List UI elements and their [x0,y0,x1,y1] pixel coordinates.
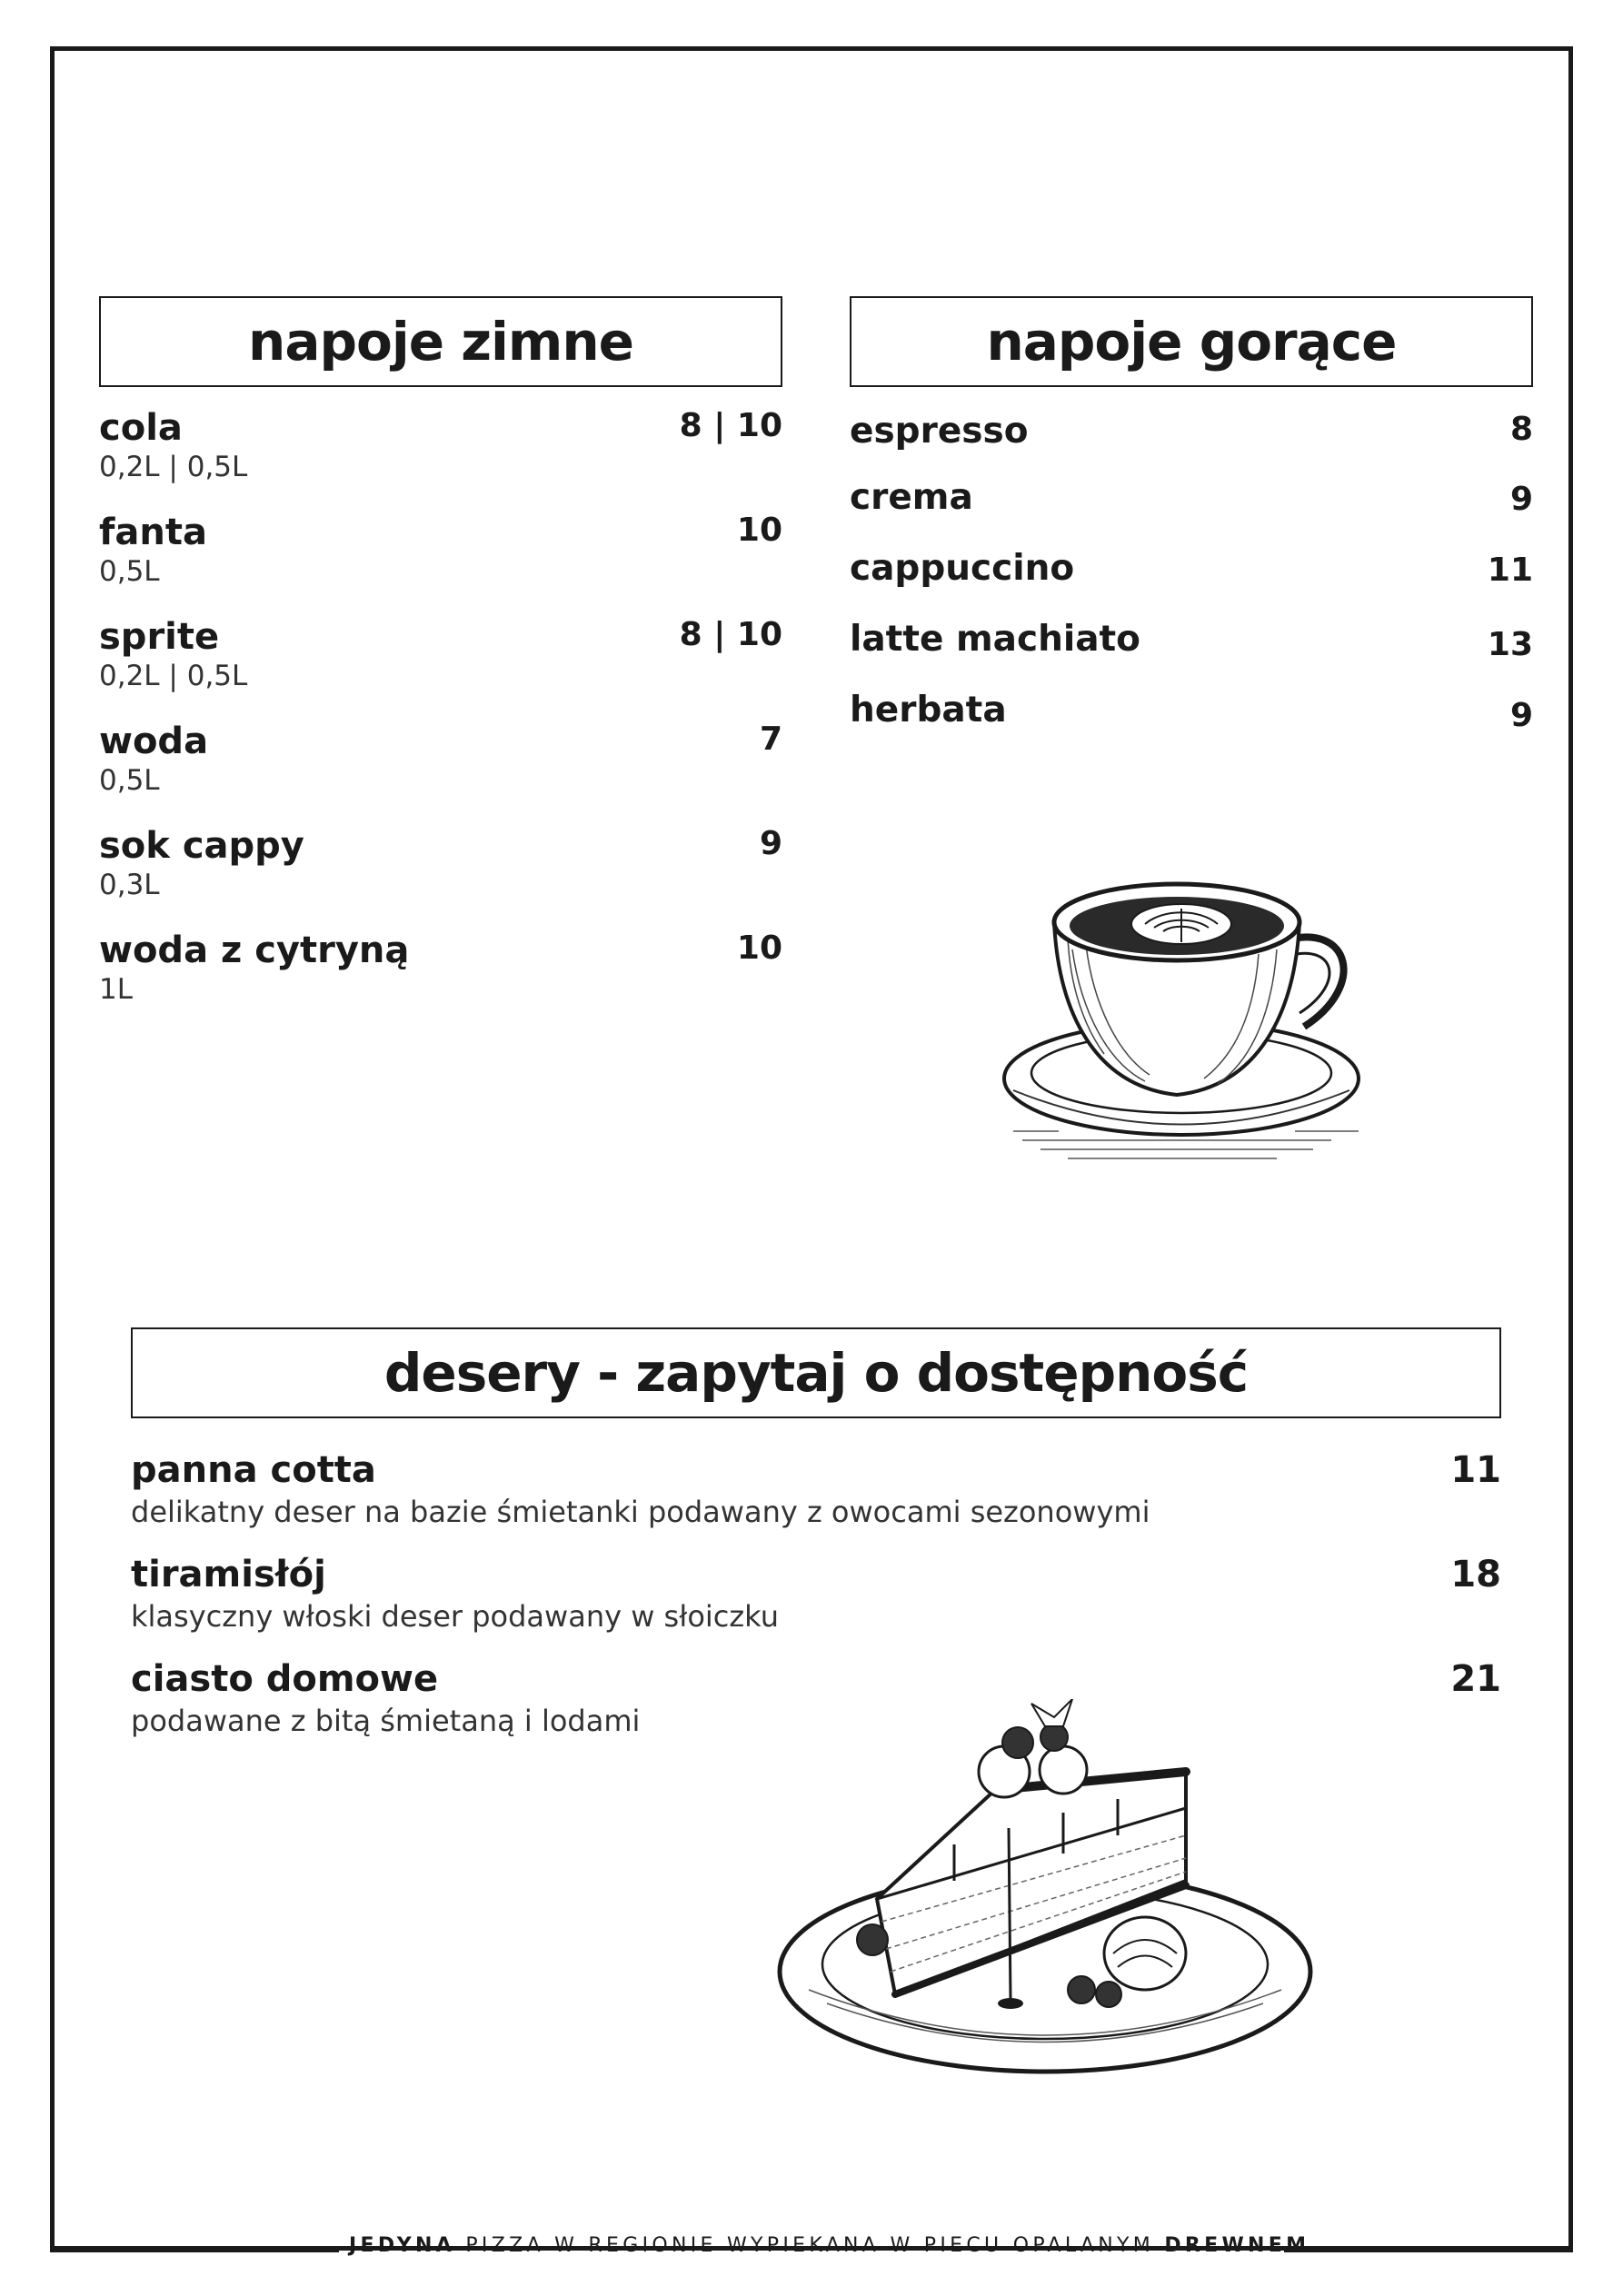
menu-item [99,825,782,907]
item-name: woda z cytryną [99,929,410,971]
item-name: ciasto domowe [131,1658,439,1700]
item-price: 10 [736,929,782,967]
item-size: 1L [99,973,133,1006]
item-price: 8 [1509,411,1533,448]
item-name: latte machiato [850,619,1140,660]
item-price: 18 [1450,1554,1501,1595]
footer-word-jedyna: JEDYNA [349,2234,456,2257]
menu-item [131,1449,1501,1536]
item-name: herbata [850,690,1007,731]
item-price: 9 [759,825,782,862]
item-size: 0,5L [99,555,160,588]
item-name: tiramisłój [131,1554,326,1595]
item-price: 7 [759,721,782,758]
item-description: delikatny deser na bazie śmietanki podawany z owocami sezonowymi [131,1495,1150,1529]
menu-item [850,477,1533,522]
desserts-header [131,1327,1501,1418]
hot-drinks-title: napoje gorące [986,311,1397,373]
menu-item [850,548,1533,593]
menu-item [850,619,1533,664]
item-name: espresso [850,411,1029,452]
item-price: 10 [736,512,782,549]
cold-drinks-header [99,296,782,387]
item-price: 11 [1487,552,1533,589]
hot-drinks-header [850,296,1533,387]
item-name: panna cotta [131,1449,376,1491]
footer-word-drewnem: DREWNEM [1164,2234,1310,2257]
menu-item [99,721,782,802]
footer-line-left [50,2248,339,2252]
item-size: 0,3L [99,869,160,901]
menu-item [850,690,1533,735]
item-price: 21 [1450,1658,1501,1700]
item-name: woda [99,721,209,762]
item-size: 0,2L | 0,5L [99,451,248,483]
item-description: podawane z bitą śmietaną i lodami [131,1704,641,1738]
menu-item [99,407,782,489]
item-name: cola [99,407,183,449]
footer-tagline [349,2234,1310,2257]
coffee-cup-illustration-icon [986,868,1386,1177]
item-price: 9 [1509,481,1533,518]
cake-slice-illustration-icon [772,1699,1318,2081]
item-price: 8 | 10 [679,407,782,444]
item-price: 13 [1487,626,1533,663]
desserts-title: desery - zapytaj o dostępność [383,1342,1249,1404]
footer-line-right [1284,2248,1573,2252]
footer-middle-text: PIZZA W REGIONIE WYPIEKANA W PIECU OPALANYM [465,2234,1155,2257]
item-name: crema [850,477,973,518]
item-size: 0,5L [99,764,160,797]
item-description: klasyczny włoski deser podawany w słoiczku [131,1599,779,1634]
menu-item [131,1554,1501,1640]
menu-item [99,512,782,593]
item-size: 0,2L | 0,5L [99,660,248,692]
item-price: 9 [1509,697,1533,734]
item-name: sok cappy [99,825,304,867]
menu-item [850,411,1533,456]
item-name: fanta [99,512,207,553]
item-price: 11 [1450,1449,1501,1491]
menu-item [99,616,782,698]
cold-drinks-title: napoje zimne [248,311,633,373]
menu-item [99,929,782,1011]
item-price: 8 | 10 [679,616,782,653]
item-name: cappuccino [850,548,1075,589]
item-name: sprite [99,616,220,658]
